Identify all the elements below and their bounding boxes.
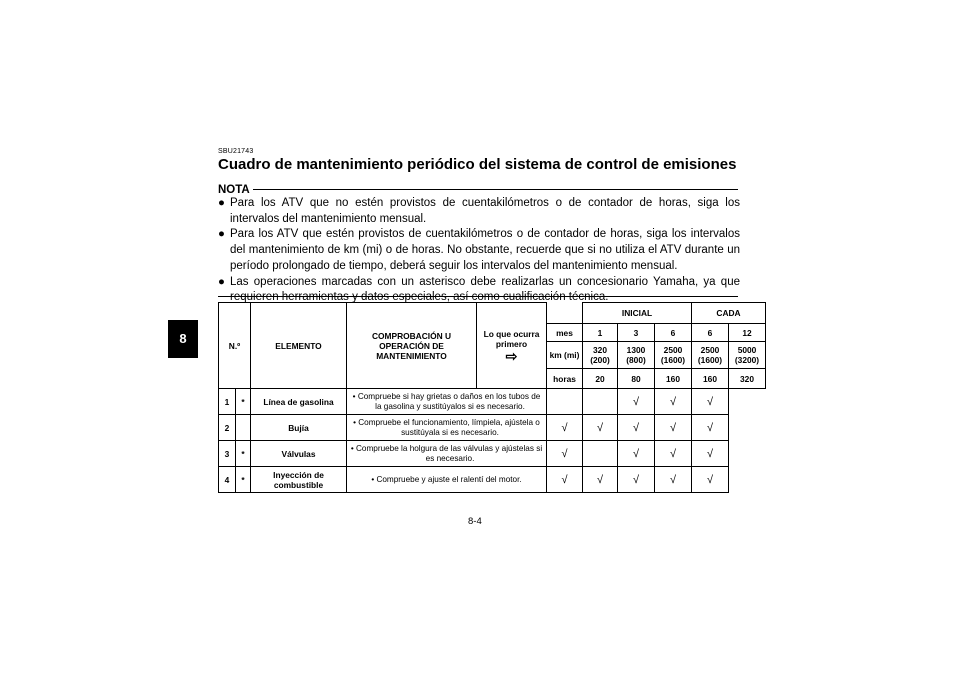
unit-hours: horas [547,369,583,389]
hours-value: 20 [583,369,618,389]
row-check [347,441,547,467]
asterisk-mark: * [236,441,251,467]
header-check: COMPROBACIÓN U OPERACIÓN DE MANTENIMIENTO [347,303,477,389]
section-code: SBU21743 [218,148,254,155]
interval-mark: √ [655,467,692,493]
header-initial: INICIAL [583,303,692,324]
header-no: N.º [219,303,251,389]
km-value: 5000 (3200) [729,342,766,369]
interval-mark: √ [618,389,655,415]
note-item-text: Para los ATV que estén provistos de cuentakilómetros o de contador de horas, siga los intervalos del mantenimiento de km (mi) o de horas. No obstante, recuerde que si no utiliza el ATV durante un período prolongado de tiempo, deberá seguir los intervalos del mantenimiento mensual. [230,228,740,272]
interval-mark: √ [692,441,729,467]
hours-value: 80 [618,369,655,389]
month-value: 1 [583,324,618,342]
interval-mark: √ [547,467,583,493]
hours-value: 320 [729,369,766,389]
interval-mark [583,389,618,415]
note-label: NOTA [218,184,253,196]
interval-mark: √ [618,467,655,493]
km-value: 320 (200) [583,342,618,369]
month-value: 12 [729,324,766,342]
row-check-text: • Compruebe y ajuste el ralentí del motor. [371,474,522,484]
note-rule [218,189,738,190]
unit-km: km (mi) [547,342,583,369]
row-number: 3 [219,441,236,467]
separator-rule [218,296,738,297]
interval-mark: √ [618,415,655,441]
bullet-icon: ● [218,275,225,288]
note-item [218,196,740,227]
hours-value: 160 [692,369,729,389]
table-row [219,389,766,415]
row-check [347,415,547,441]
interval-mark [583,441,618,467]
interval-mark: √ [583,415,618,441]
km-value: 1300 (800) [618,342,655,369]
chapter-tab: 8 [168,320,198,358]
interval-mark: √ [692,389,729,415]
row-check-text: • Compruebe si hay grietas o daños en los tubos de la gasolina y sustitúyalos si es necesario. [352,391,541,411]
note-item-text: Las operaciones marcadas con un asterisco debe realizarlas un concesionario Yamaha, ya que requieren herramientas y datos especiales, así como cualificación técnica. [230,275,740,304]
row-check-text: • Compruebe la holgura de las válvulas y ajústelas si es necesario. [350,443,543,463]
table-row [219,467,766,493]
header-blank [547,303,583,324]
header-first [477,303,547,389]
row-number: 2 [219,415,236,441]
row-check-text: • Compruebe el funcionamiento, límpiela, ajústela o sustitúyala si es necesario. [353,417,540,437]
asterisk-mark: * [236,467,251,493]
bullet-icon: ● [218,228,225,241]
row-element: Inyección de combustible [251,467,347,493]
header-every: CADA [692,303,766,324]
unit-month: mes [547,324,583,342]
header-first-label: Lo que ocurra primero [483,328,540,349]
asterisk-mark: * [236,389,251,415]
interval-mark: √ [655,441,692,467]
row-element: Válvulas [251,441,347,467]
page-title: Cuadro de mantenimiento periódico del sistema de control de emisiones [218,156,737,173]
table-row [219,441,766,467]
row-element: Bujía [251,415,347,441]
row-number: 1 [219,389,236,415]
asterisk-mark [236,415,251,441]
bullet-icon: ● [218,197,225,209]
month-value: 6 [655,324,692,342]
interval-mark: √ [618,441,655,467]
note-item-text: Para los ATV que no estén provistos de cuentakilómetros o de contador de horas, siga los intervalos del mantenimiento mensual. [230,197,740,225]
hours-value: 160 [655,369,692,389]
page-number: 8-4 [468,516,482,527]
row-check [347,467,547,493]
month-value: 6 [692,324,729,342]
note-header [218,180,738,194]
maintenance-table [218,302,766,493]
interval-mark: √ [655,415,692,441]
km-value: 2500 (1600) [655,342,692,369]
note-list [218,196,740,306]
interval-mark: √ [692,467,729,493]
table-row [219,415,766,441]
note-item [218,227,740,274]
row-number: 4 [219,467,236,493]
row-check [347,389,547,415]
arrow-right-icon: ⇨ [505,347,518,364]
header-element: ELEMENTO [251,303,347,389]
interval-mark: √ [547,441,583,467]
interval-mark [547,389,583,415]
interval-mark: √ [547,415,583,441]
km-value: 2500 (1600) [692,342,729,369]
interval-mark: √ [692,415,729,441]
row-element: Línea de gasolina [251,389,347,415]
interval-mark: √ [583,467,618,493]
month-value: 3 [618,324,655,342]
interval-mark: √ [655,389,692,415]
